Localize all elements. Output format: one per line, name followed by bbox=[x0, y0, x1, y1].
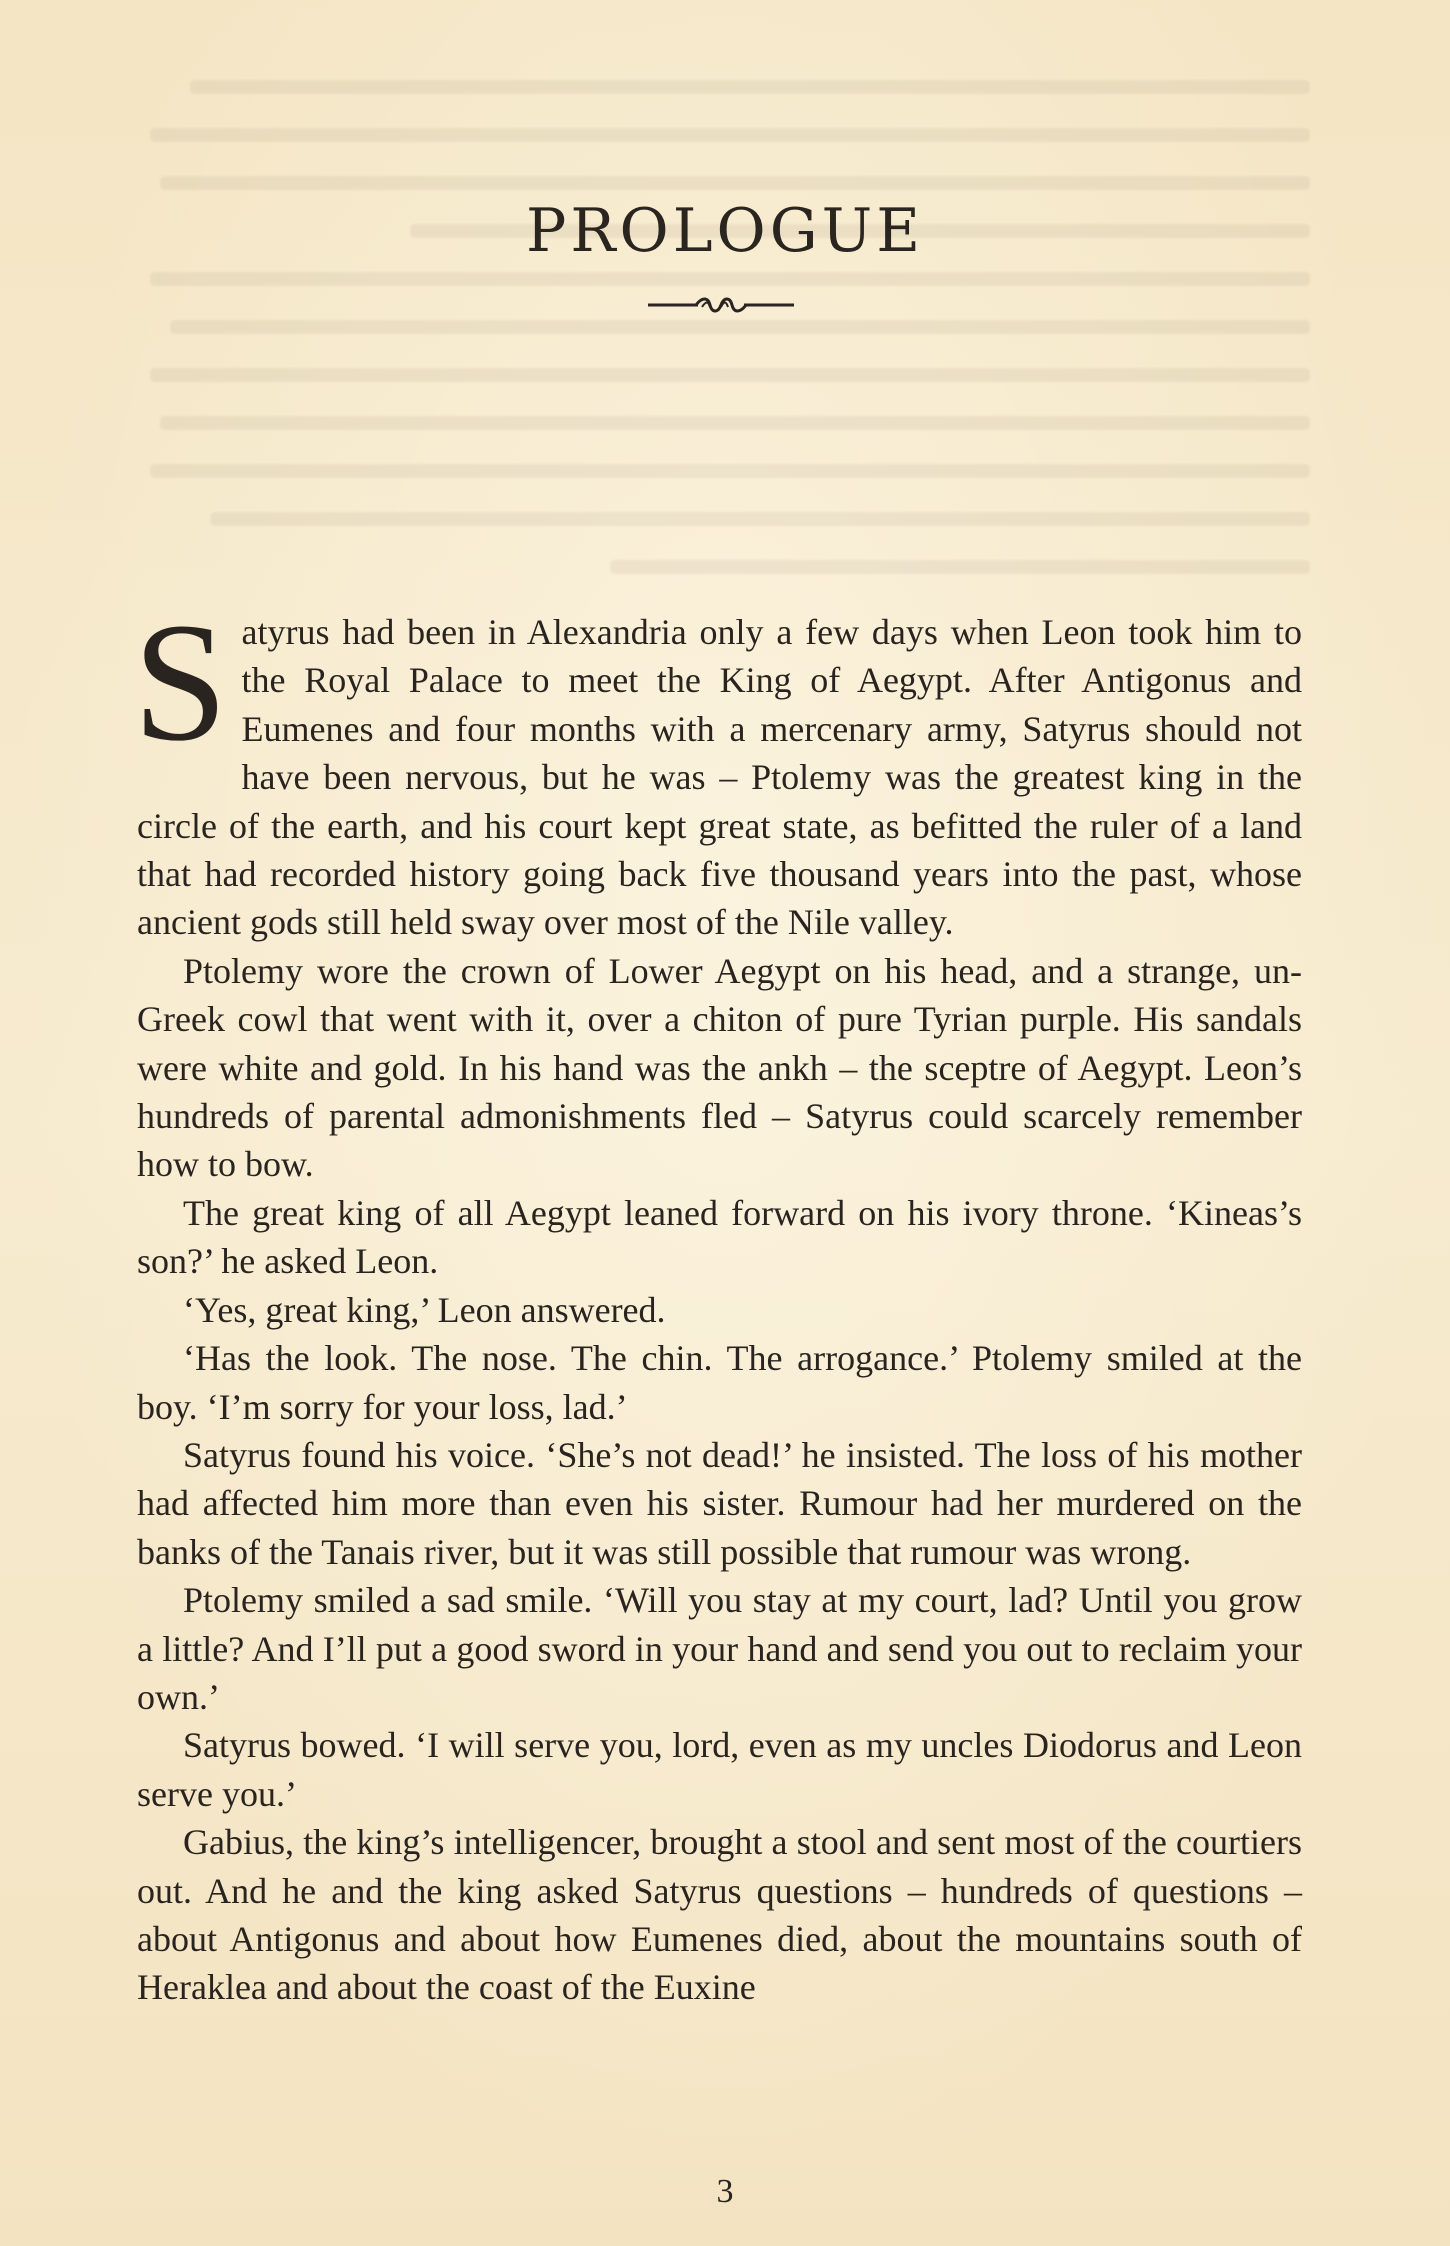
paragraph-8: Satyrus bowed. ‘I will serve you, lord, even as my uncles Diodorus and Leon serve you.’ bbox=[137, 1725, 1302, 1814]
show-through-texture bbox=[140, 60, 1310, 620]
drop-cap: S bbox=[133, 588, 228, 776]
paragraph-6: Satyrus found his voice. ‘She’s not dead!’ he insisted. The loss of his mother had affected him more than even his sister. Rumour had her murdered on the banks of the Tanais river, but it was still possible that rumour was wrong. bbox=[137, 1434, 1302, 1572]
paragraph-1 bbox=[133, 588, 1302, 947]
title-ornament-icon bbox=[646, 293, 796, 315]
chapter-body bbox=[133, 588, 1302, 2012]
paragraph-7: Ptolemy smiled a sad smile. ‘Will you stay at my court, lad? Until you grow a little? And I’ll put a good sword in your hand and send you out to reclaim your own.’ bbox=[137, 1580, 1302, 1717]
page-number: 3 bbox=[716, 2173, 734, 2210]
paragraph-9: Gabius, the king’s intelligencer, brought a stool and sent most of the courtiers out. And he and the king asked Satyrus questions – hundreds of questions – about Antigonus and about how Eumenes died, about the mountains south of Heraklea and about the coast of the Euxine bbox=[137, 1822, 1302, 2008]
paragraph-5: ‘Has the look. The nose. The chin. The arrogance.’ Ptolemy smiled at the boy. ‘I’m sorry for your loss, lad.’ bbox=[137, 1338, 1302, 1427]
paragraph-2: Ptolemy wore the crown of Lower Aegypt on his head, and a strange, un-Greek cowl that went with it, over a chiton of pure Tyrian purple. His sandals were white and gold. In his hand was the ankh – the sceptre of Aegypt. Leon’s hundreds of parental admonishments fled – Satyrus could scarcely remember how to bow. bbox=[137, 950, 1302, 1185]
chapter-title: PROLOGUE bbox=[525, 196, 925, 266]
paragraph-1-text: atyrus had been in Alexandria only a few days when Leon took him to the Royal Palace to meet the King of Aegypt. After Antigonus and Eumenes and four months with a mercenary army, Satyrus should not have been nervous, but he was – Ptolemy was the greatest king in the circle of the earth, and his court kept great state, as befitted the ruler of a land that had recorded history going back five thousand years into the past, whose ancient gods still held sway over most of the Nile valley. bbox=[137, 612, 1302, 943]
paragraph-3: The great king of all Aegypt leaned forward on his ivory throne. ‘Kineas’s son?’ he asked Leon. bbox=[137, 1192, 1302, 1282]
show-through-lines bbox=[140, 60, 1310, 620]
paragraph-4: ‘Yes, great king,’ Leon answered. bbox=[183, 1289, 666, 1330]
